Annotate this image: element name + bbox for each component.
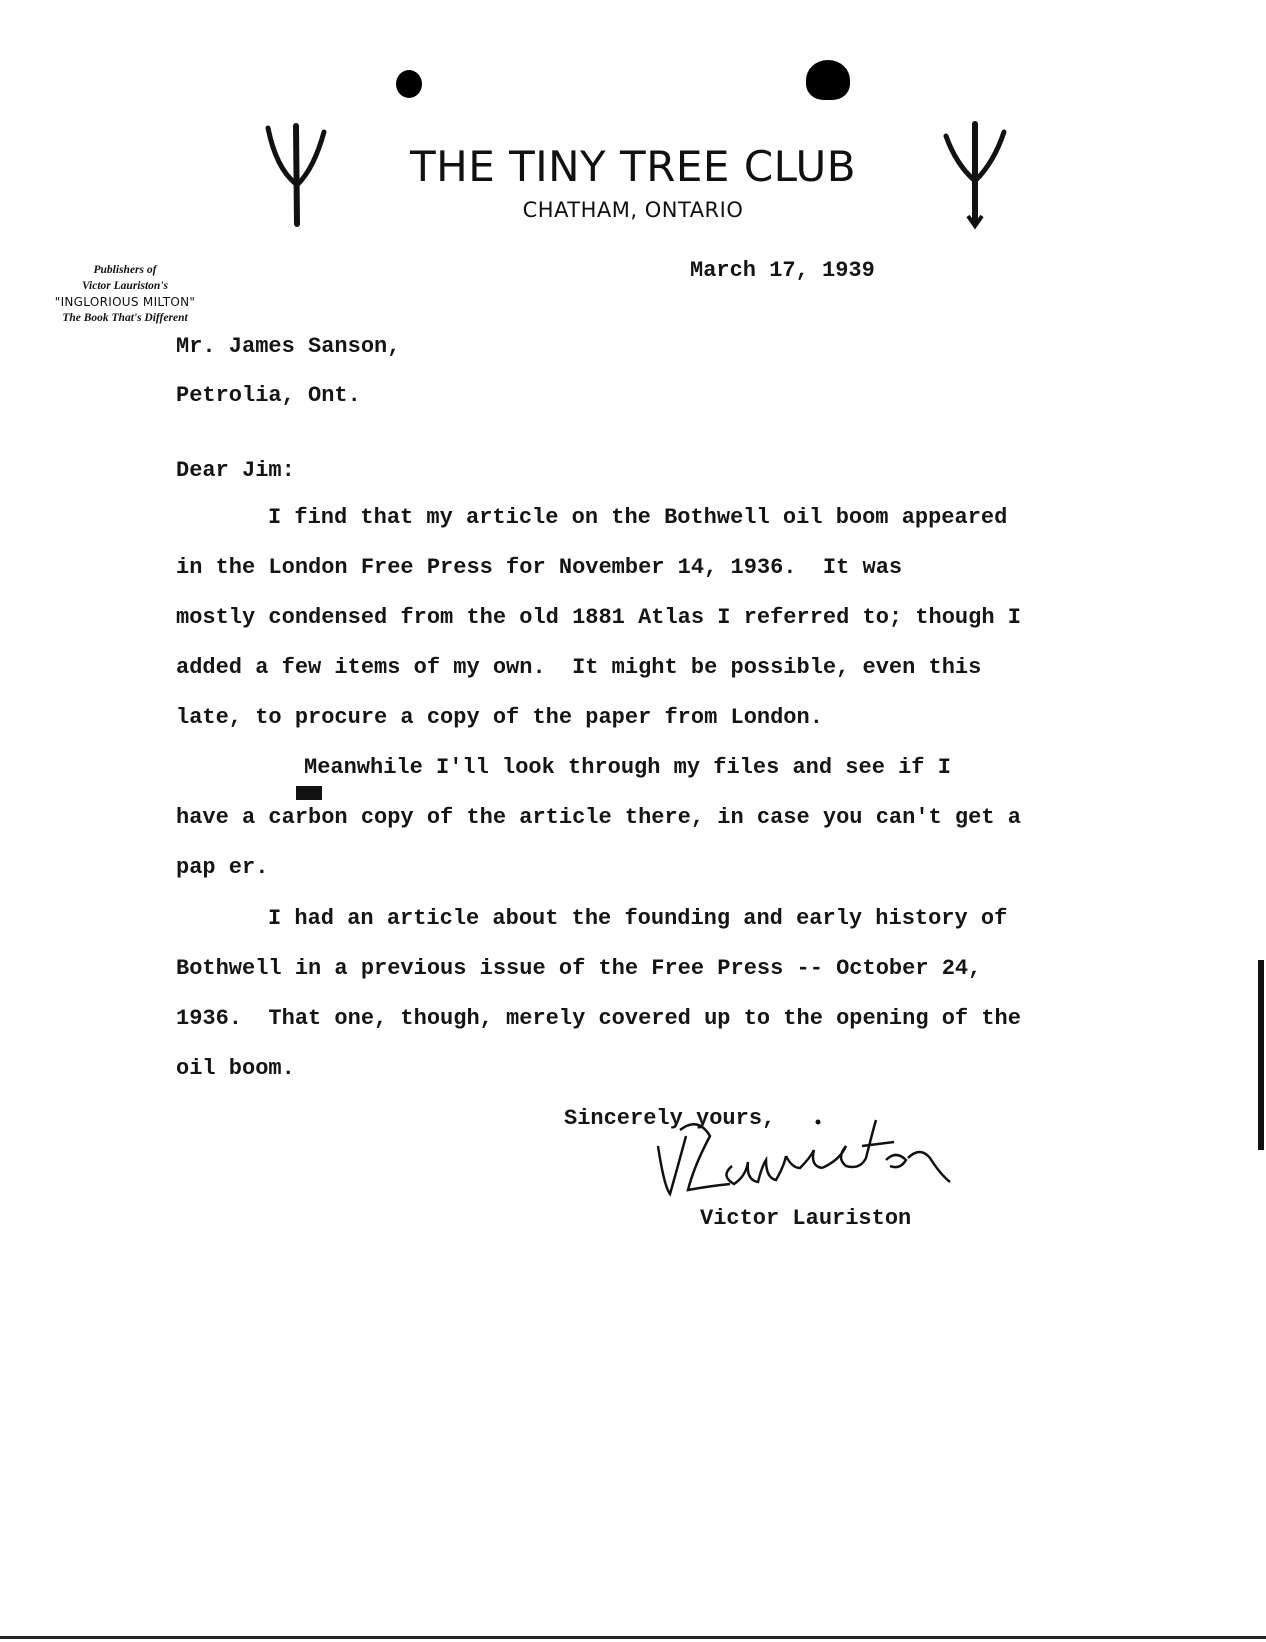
body-line: added a few items of my own. It might be possible, even this bbox=[176, 655, 982, 680]
body-line: in the London Free Press for November 14, 1936. It was bbox=[176, 555, 903, 580]
letter-date: March 17, 1939 bbox=[690, 258, 875, 283]
punch-hole-right bbox=[806, 60, 850, 100]
body-line: I find that my article on the Bothwell oil boom appeared bbox=[268, 505, 1008, 530]
body-line: I had an article about the founding and early history of bbox=[268, 906, 1008, 931]
body-line: have a carbon copy of the article there, in case you can't get a bbox=[176, 805, 1021, 830]
body-line: late, to procure a copy of the paper from London. bbox=[176, 705, 823, 730]
body-line: oil boom. bbox=[176, 1056, 295, 1081]
publisher-line-4: The Book That's Different bbox=[62, 312, 188, 324]
salutation: Dear Jim: bbox=[176, 458, 295, 483]
body-line: Bothwell in a previous issue of the Free Press -- October 24, bbox=[176, 956, 982, 981]
publisher-line-3: "INGLORIOUS MILTON" bbox=[54, 295, 196, 309]
punch-hole-left bbox=[396, 70, 422, 98]
body-line: pap er. bbox=[176, 855, 269, 880]
scan-bottom-edge bbox=[0, 1636, 1266, 1639]
club-city: CHATHAM, ONTARIO bbox=[522, 198, 744, 222]
club-name: THE TINY TREE CLUB bbox=[409, 142, 857, 191]
handwritten-signature bbox=[650, 1106, 980, 1206]
signer-name: Victor Lauriston bbox=[700, 1206, 912, 1231]
closing: Sincerely yours, bbox=[564, 1106, 776, 1131]
body-line: Meanwhile I'll look through my files and see if I bbox=[304, 755, 951, 780]
strikeout-mark bbox=[268, 757, 300, 777]
scan-edge-mark bbox=[1258, 960, 1264, 1150]
publisher-line-2: Victor Lauriston's bbox=[82, 280, 168, 292]
recipient-city: Petrolia, Ont. bbox=[176, 383, 361, 408]
body-line: mostly condensed from the old 1881 Atlas I referred to; though I bbox=[176, 605, 1021, 630]
body-line: 1936. That one, though, merely covered up to the opening of the bbox=[176, 1006, 1021, 1031]
publisher-line-1: Publishers of bbox=[93, 264, 157, 276]
publisher-note bbox=[30, 262, 220, 326]
recipient-name: Mr. James Sanson, bbox=[176, 334, 401, 359]
